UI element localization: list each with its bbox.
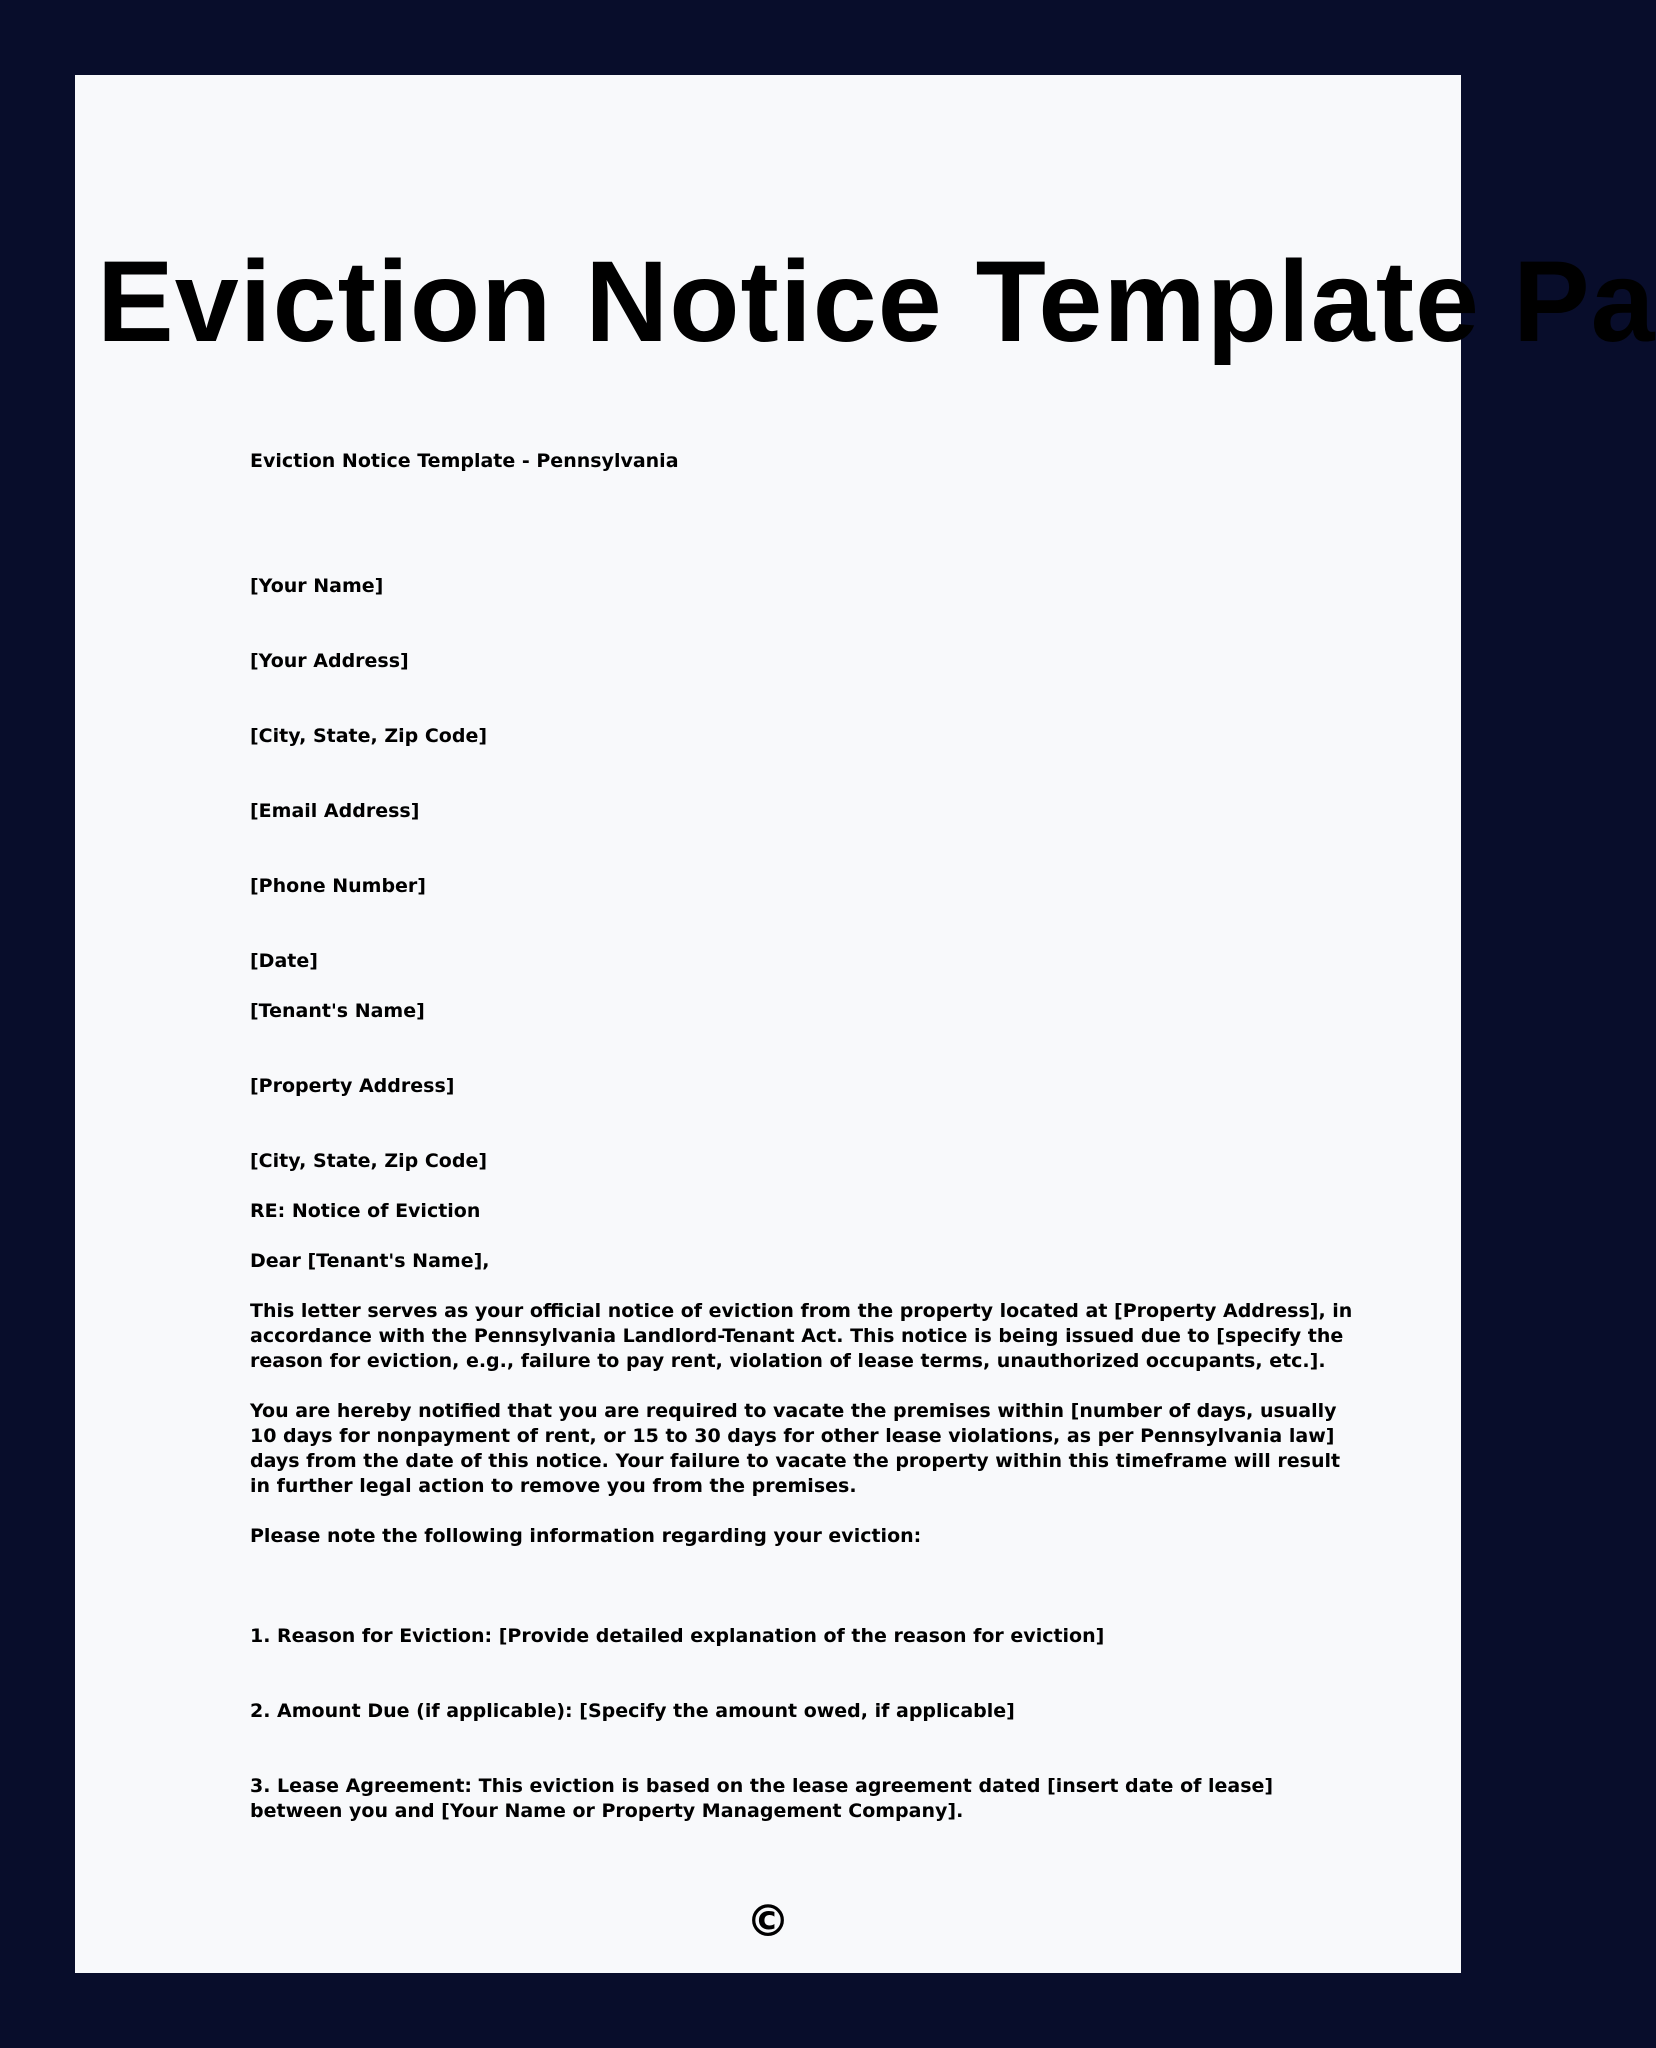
recipient-address: [Property Address]	[250, 1075, 455, 1097]
document-heading: Eviction Notice Template - Pennsylvania	[250, 450, 679, 472]
body-paragraph: Please note the following information regarding your eviction:	[250, 1525, 922, 1547]
document-title: Eviction Notice Template Pa	[97, 238, 1656, 366]
body-paragraph: You are hereby notified that you are required to vacate the premises within [number of days, usually 10 days for nonpayment of rent, or 15 to 30 days for other lease violations, as per Pennsylvania law] days from the date of this notice. Your failure to vacate the property within this timeframe will result in further legal action to remove you from the premises.	[250, 1400, 1341, 1497]
sender-phone: [Phone Number]	[250, 875, 426, 897]
sender-city-state-zip: [City, State, Zip Code]	[250, 725, 488, 747]
body-paragraph: This letter serves as your official notice of eviction from the property located at [Property Address], in accordance with the Pennsylvania Landlord-Tenant Act. This notice is being issued due to [specify the reason for eviction, e.g., failure to pay rent, violation of lease terms, unauthorized occupants, etc.].	[250, 1300, 1353, 1372]
sender-address: [Your Address]	[250, 650, 409, 672]
sender-email: [Email Address]	[250, 800, 420, 822]
list-item: 3. Lease Agreement: This eviction is based on the lease agreement dated [insert date of lease] between you and [Your Name or Property Management Company].	[250, 1775, 1274, 1822]
letter-salutation: Dear [Tenant's Name],	[250, 1250, 490, 1272]
sender-name: [Your Name]	[250, 575, 384, 597]
letter-subject: RE: Notice of Eviction	[250, 1200, 481, 1222]
recipient-name: [Tenant's Name]	[250, 1000, 425, 1022]
copyright-icon: ©	[746, 1896, 790, 1947]
list-item: 2. Amount Due (if applicable): [Specify the amount owed, if applicable]	[250, 1700, 1015, 1722]
list-item: 1. Reason for Eviction: [Provide detailed explanation of the reason for eviction]	[250, 1625, 1105, 1647]
recipient-city-state-zip: [City, State, Zip Code]	[250, 1150, 488, 1172]
letter-date: [Date]	[250, 950, 318, 972]
document-page	[75, 75, 1656, 1973]
